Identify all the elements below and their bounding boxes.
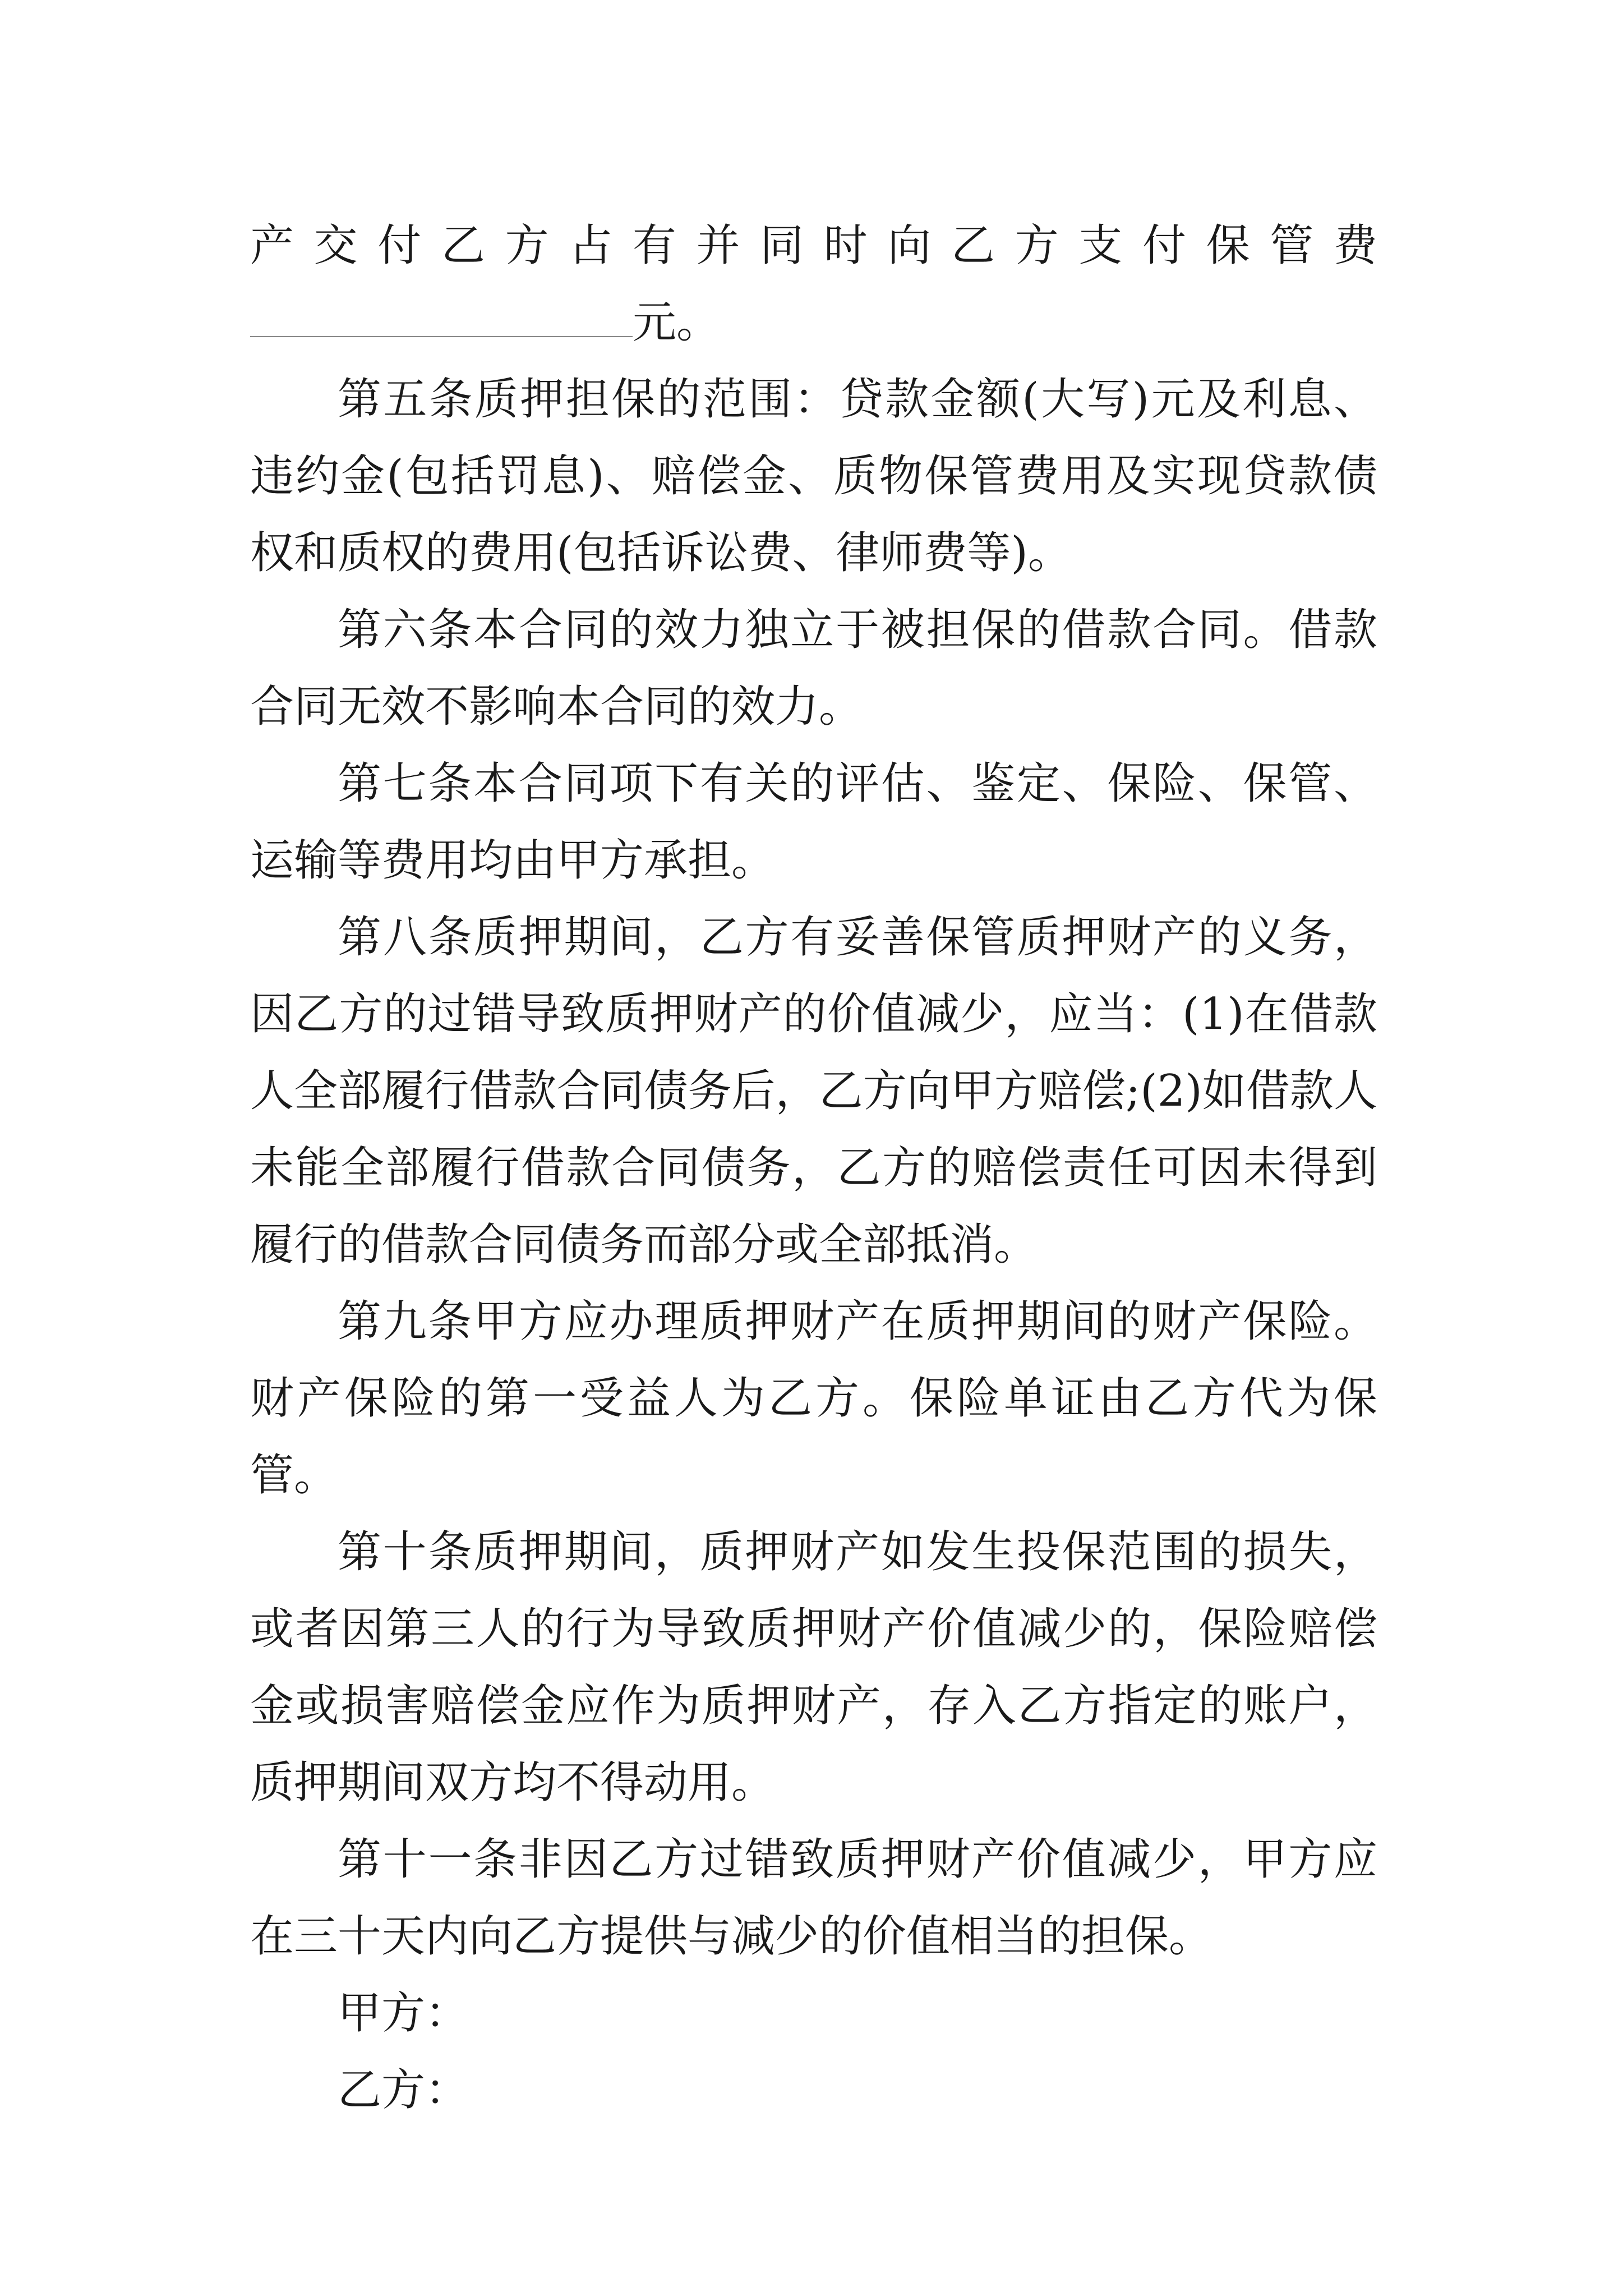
first-line-char: 向: [887, 220, 932, 271]
first-line-char: 管: [1270, 220, 1314, 271]
first-line-char: 保: [1206, 220, 1250, 271]
first-line-char: 方: [1015, 220, 1059, 271]
first-line-char: 方: [505, 220, 549, 271]
first-line-char: 交: [313, 220, 358, 271]
first-line-char: 乙: [441, 220, 485, 271]
fee-suffix: 元。: [633, 297, 721, 348]
party-a-signature: 甲方：: [338, 1988, 469, 2039]
article-ten: 第十条质押期间，质押财产如发生投保范围的损失，或者因第三人的行为导致质押财产价值减少的，保险赔偿金或损害赔偿金应作为质押财产，存入乙方指定的账户，质押期间双方均不得动用。: [250, 1527, 1377, 1808]
first-line-char: 产: [250, 220, 294, 271]
article-five: 第五条质押担保的范围：贷款金额(大写)元及利息、违约金(包括罚息)、赔偿金、质物保管费用及实现贷款债权和质权的费用(包括诉讼费、律师费等)。: [250, 374, 1377, 578]
first-line-char: 付: [377, 220, 422, 271]
article-four-continuation: [250, 208, 1377, 284]
article-eight: 第八条质押期间，乙方有妥善保管质押财产的义务，因乙方的过错导致质押财产的价值减少，应当：(1)在借款人全部履行借款合同债务后，乙方向甲方赔偿;(2)如借款人未能全部履行借款合同债务，乙方的赔偿责任可因未得到履行的借款合同债务而部分或全部抵消。: [250, 912, 1377, 1270]
party-b-signature: 乙方：: [338, 2065, 469, 2115]
first-line-char: 占: [569, 220, 613, 271]
first-line-char: 并: [696, 220, 740, 271]
first-line-char: 同: [760, 220, 804, 271]
fee-amount-blank: [250, 301, 633, 337]
first-line-char: 付: [1142, 220, 1186, 271]
document-page: [250, 208, 1377, 2129]
article-nine: 第九条甲方应办理质押财产在质押期间的财产保险。财产保险的第一受益人为乙方。保险单证由乙方代为保管。: [250, 1296, 1377, 1501]
first-line-char: 乙: [951, 220, 995, 271]
first-line-char: 有: [632, 220, 676, 271]
first-line-char: 时: [823, 220, 868, 271]
article-seven: 第七条本合同项下有关的评估、鉴定、保险、保管、运输等费用均由甲方承担。: [250, 758, 1377, 886]
article-eleven: 第十一条非因乙方过错致质押财产价值减少，甲方应在三十天内向乙方提供与减少的价值相当的担保。: [250, 1834, 1377, 1962]
first-line-char: 支: [1078, 220, 1123, 271]
fee-amount-line: [250, 284, 1377, 361]
article-six: 第六条本合同的效力独立于被担保的借款合同。借款合同无效不影响本合同的效力。: [250, 605, 1377, 732]
first-line-char: 费: [1333, 220, 1377, 271]
